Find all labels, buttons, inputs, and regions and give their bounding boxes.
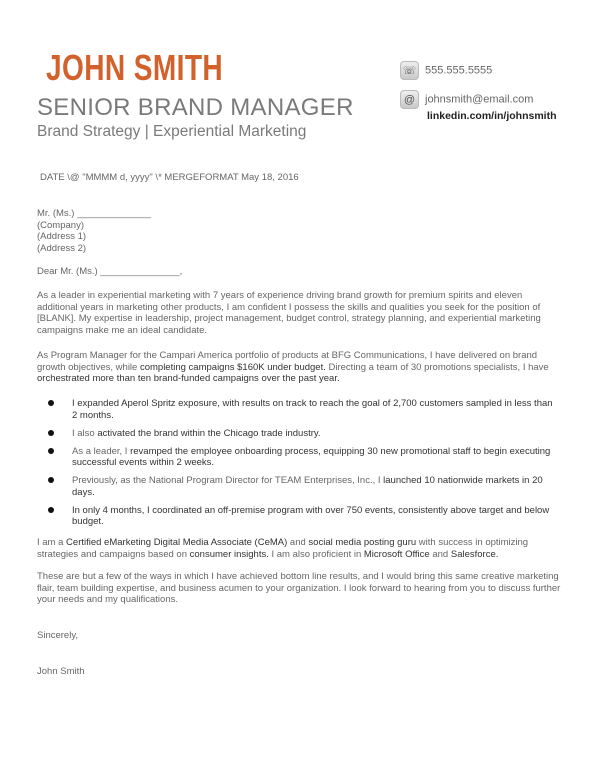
recipient-line: (Address 2) [37, 242, 87, 254]
closing-salutation: Sincerely, [37, 630, 79, 641]
text-run: and [287, 537, 309, 548]
paragraph-experience [37, 350, 561, 385]
phone-icon: ☏ [400, 61, 419, 80]
job-title: SENIOR BRAND MANAGER [37, 94, 354, 121]
list-item [37, 446, 557, 469]
bullet-icon [48, 430, 54, 436]
recipient-line: Mr. (Ms.) ______________ [37, 208, 152, 219]
emphasis-text: completing campaigns $160K under budget. [139, 361, 326, 373]
emphasis-text: I expanded Aperol Spritz exposure, with results on track to reach the goal of 2,700 customers sampled in less than 2 months. [72, 398, 553, 421]
text-run: Previously, as the National Program Director for TEAM Enterprises, Inc., I [72, 475, 384, 486]
contact-phone [400, 61, 492, 80]
email-address[interactable]: johnsmith@email.com [425, 93, 534, 106]
recipient-line: (Address 1) [37, 231, 87, 242]
emphasis-text: orchestrated more than ten brand-funded campaigns over the past year. [37, 373, 340, 384]
applicant-name: JOHN SMITH [46, 47, 224, 88]
phone-number: 555.555.5555 [425, 64, 493, 77]
greeting: Dear Mr. (Ms.) _______________, [37, 266, 183, 277]
list-item [37, 428, 557, 440]
achievements-list [37, 398, 557, 534]
specialties-subtitle: Brand Strategy | Experiential Marketing [37, 123, 307, 140]
emphasis-text: launched 10 nationwide markets in 20 days. [72, 475, 543, 498]
text-run: I also [72, 427, 98, 439]
contact-email [400, 90, 533, 109]
emphasis-text: social media posting guru [308, 537, 417, 548]
emphasis-text: Salesforce. [450, 548, 499, 560]
emphasis-text: activated the brand within the Chicago trade industry. [97, 427, 321, 439]
date-field: DATE \@ "MMMM d, yyyy" \* MERGEFORMAT May 18, 2016 [40, 172, 299, 183]
recipient-line: (Company) [37, 219, 84, 231]
bullet-icon [48, 507, 54, 513]
emphasis-text: Certified eMarketing Digital Media Associate (CeMA) [66, 537, 288, 548]
emphasis-text: Microsoft Office [363, 548, 430, 560]
text-run: with success in optimizing strategies and campaigns based on [37, 537, 529, 560]
signer-name: John Smith [37, 666, 85, 677]
bullet-icon [48, 448, 54, 454]
emphasis-text: In only 4 months, I coordinated an off-premise program with over 750 events, consistently above target and below budget. [72, 504, 550, 527]
text-run: and [429, 548, 451, 560]
bullet-icon [48, 400, 54, 406]
text-run: As a leader, I [72, 445, 131, 457]
list-item [37, 398, 557, 421]
at-sign-icon: @ [400, 90, 419, 109]
paragraph-certifications [37, 537, 561, 560]
text-run: I am also proficient in [268, 548, 364, 560]
text-run: I am a [37, 537, 67, 548]
recipient-address [37, 208, 151, 254]
list-item [37, 505, 557, 528]
paragraph-intro: As a leader in experiential marketing with 7 years of experience driving brand growth for premium spirits and eleven additional years in marketing other products, I am confident I possess the skills and qualities you seek for the position of [BLANK]. My expertise in leadership, project management, budget control, strategy planning, and experiential marketing campaigns make me an ideal candidate. [37, 290, 541, 336]
text-run: Directing a team of 30 promotions specialists, I have [325, 361, 549, 373]
text-run: As Program Manager for the Campari America portfolio of products at BFG Communications, I have delivered on brand growth objectives, while [37, 350, 538, 373]
linkedin-link[interactable]: linkedin.com/in/johnsmith [427, 110, 557, 122]
emphasis-text: revamped the employee onboarding process, equipping 30 new promotional staff to begin executing successful events within 2 weeks. [72, 445, 551, 468]
bullet-icon [48, 477, 54, 483]
emphasis-text: consumer insights. [189, 548, 269, 560]
paragraph-closing: These are but a few of the ways in which I have achieved bottom line results, and I would bring this same creative marketing flair, team building expertise, and business acumen to your organization. I look forward to hearing from you to discuss further your needs and my qualifications. [37, 571, 561, 605]
list-item [37, 475, 557, 498]
